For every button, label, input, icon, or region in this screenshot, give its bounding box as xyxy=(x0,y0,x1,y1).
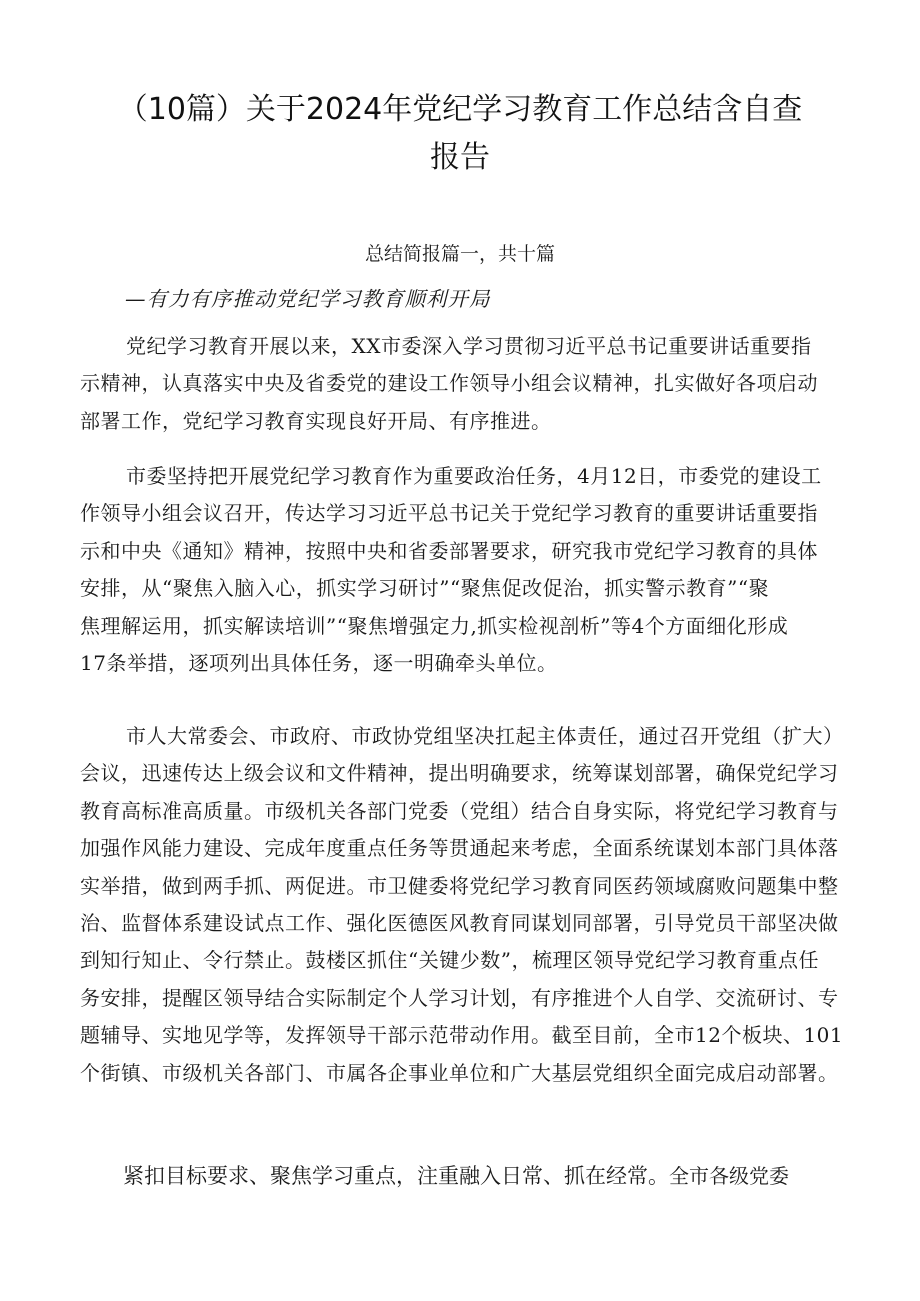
paragraph-line: 市人大常委会、市政府、市政协党组坚决扛起主体责任，通过召开党组（扩大） xyxy=(126,724,844,748)
paragraph-4 xyxy=(123,1159,789,1193)
paragraph-4-emphasis: 紧扣目标要求、聚焦学习重点，注重融入日常、抓在经常。 xyxy=(123,1164,669,1188)
paragraph-line: 到知行知止、令行禁止。鼓楼区抓住“关键少数”，梳理区领导党纪学习教育重点任 xyxy=(80,948,819,973)
paragraph-1 xyxy=(80,328,864,440)
paragraph-line: 实举措，做到两手抓、两促进。市卫健委将党纪学习教育同医药领域腐败问题集中整 xyxy=(80,873,839,898)
paragraph-3 xyxy=(80,718,864,1092)
paragraph-line: 17条举措，逐项列出具体任务，逐一明确牵头单位。 xyxy=(80,650,558,675)
paragraph-line: 作领导小组会议召开，传达学习习近平总书记关于党纪学习教育的重要讲话重要指 xyxy=(80,501,818,526)
paragraph-line: 焦理解运用，抓实解读培训”“聚焦增强定力,抓实检视剖析”等4个方面细化形成 xyxy=(80,613,789,638)
paragraph-line: 加强作风能力建设、完成年度重点任务等贯通起来考虑，全面系统谋划本部门具体落 xyxy=(80,836,839,861)
paragraph-4-text: 全市各级党委 xyxy=(669,1164,789,1188)
title-line-1: （10篇）关于2024年党纪学习教育工作总结含自查 xyxy=(117,92,803,127)
document-title xyxy=(80,86,840,182)
paragraph-line: 示和中央《通知》精神，按照中央和省委部署要求，研究我市党纪学习教育的具体 xyxy=(80,538,818,563)
paragraph-line: 安排，从“聚焦入脑入心，抓实学习研讨”“聚焦促改促治，抓实警示教育”“聚 xyxy=(80,576,770,601)
paragraph-2 xyxy=(80,458,864,682)
paragraph-line: 务安排，提醒区领导结合实际制定个人学习计划，有序推进个人自学、交流研讨、专 xyxy=(80,985,839,1010)
paragraph-line: 治、监督体系建设试点工作、强化医德医风教育同谋划同部署，引导党员干部坚决做 xyxy=(80,910,839,935)
section-lead-heading: —有力有序推动党纪学习教育顺利开局 xyxy=(125,287,491,311)
paragraph-line: 个街镇、市级机关各部门、市属各企事业单位和广大基层党组织全面完成启动部署。 xyxy=(80,1060,839,1085)
paragraph-line: 教育高标准高质量。市级机关各部门党委（党组）结合自身实际，将党纪学习教育与 xyxy=(80,798,839,823)
paragraph-line: 党纪学习教育开展以来，XX市委深入学习贯彻习近平总书记重要讲话重要指 xyxy=(126,334,812,358)
paragraph-line: 市委坚持把开展党纪学习教育作为重要政治任务，4月12日，市委党的建设工 xyxy=(126,464,822,488)
title-line-2: 报告 xyxy=(430,140,490,175)
paragraph-line: 会议，迅速传达上级会议和文件精神，提出明确要求，统筹谋划部署，确保党纪学习 xyxy=(80,761,839,786)
paragraph-line: 部署工作，党纪学习教育实现良好开局、有序推进。 xyxy=(80,408,552,433)
paragraph-line: 题辅导、实地见学等，发挥领导干部示范带动作用。截至目前，全市12个板块、101 xyxy=(80,1023,844,1048)
paragraph-line: 示精神，认真落实中央及省委党的建设工作领导小组会议精神，扎实做好各项启动 xyxy=(80,371,818,396)
section-subtitle: 总结简报篇一，共十篇 xyxy=(364,243,555,265)
